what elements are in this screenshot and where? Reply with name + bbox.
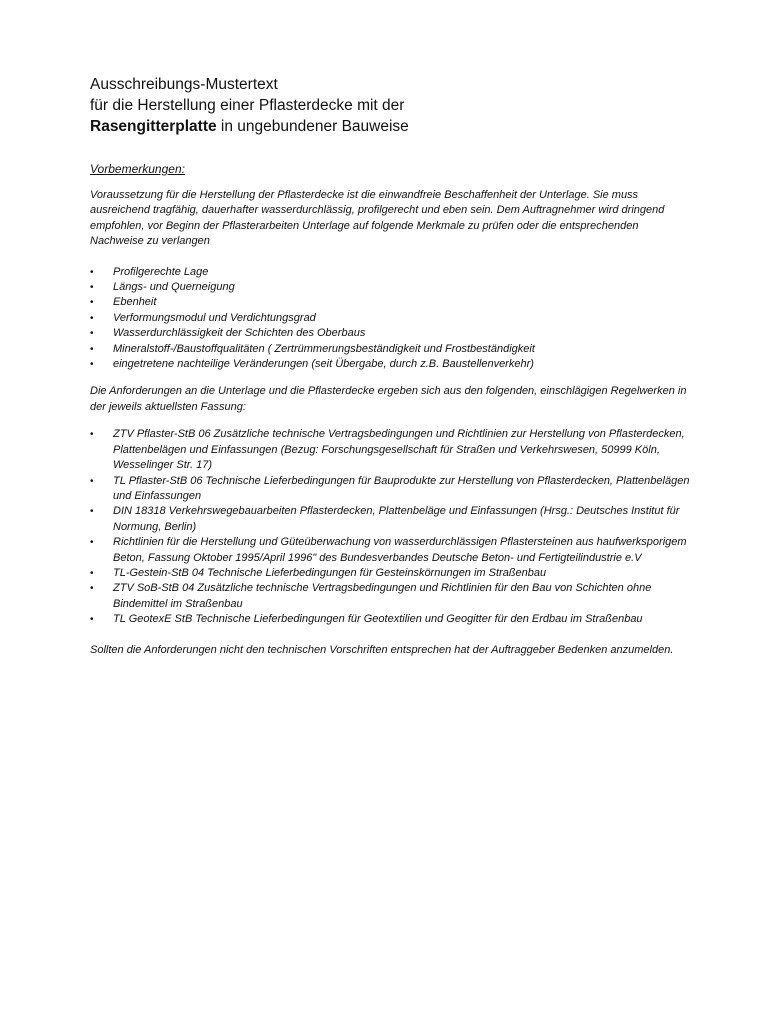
list-item-text: TL Pflaster-StB 06 Technische Lieferbedingungen für Bauprodukte zur Herstellung von Pflasterdecken, Plattenbelägen und Einfassungen xyxy=(113,474,690,502)
bullet-icon: • xyxy=(90,583,94,595)
bullet-icon: • xyxy=(90,614,94,626)
list-item xyxy=(90,474,690,505)
list-item xyxy=(90,566,690,581)
list-item-text: eingetretene nachteilige Veränderungen (seit Übergabe, durch z.B. Baustellenverkehr) xyxy=(113,358,534,371)
section-heading: Vorbemerkungen: xyxy=(90,162,185,176)
bullet-icon: • xyxy=(90,506,94,518)
list-item xyxy=(90,326,690,341)
list-item xyxy=(90,581,690,612)
checklist xyxy=(90,265,690,373)
requirements-intro: Die Anforderungen an die Unterlage und die Pflasterdecke ergeben sich aus den folgenden, einschlägigen Regelwerken in der jeweils aktuellsten Fassung: xyxy=(90,385,687,413)
bullet-icon: • xyxy=(90,312,94,324)
list-item-text: ZTV SoB-StB 04 Zusätzliche technische Vertragsbedingungen und Richtlinien für den Bau von Schichten ohne Bindemittel im Straßenbau xyxy=(113,582,652,610)
bullet-icon: • xyxy=(90,429,94,441)
list-item-text: Richtlinien für die Herstellung und Güteüberwachung von wasserdurchlässigen Pflastersteinen aus haufwerksporigem Beton, Fassung Oktober 1995/April 1996" des Bundesverbandes Deutsche Beton- und Fertigteilindustrie e.V xyxy=(113,536,687,564)
bullet-icon: • xyxy=(90,475,94,487)
title-product-name: Rasengitterplatte xyxy=(90,118,217,135)
bullet-icon: • xyxy=(90,328,94,340)
title-line-2: für die Herstellung einer Pflasterdecke mit der xyxy=(90,97,405,114)
bullet-icon: • xyxy=(90,297,94,309)
title-line-3-rest: in ungebundener Bauweise xyxy=(216,118,409,135)
list-item-text: Profilgerechte Lage xyxy=(113,265,209,278)
list-item-text: TL-Gestein-StB 04 Technische Lieferbedingungen für Gesteinskörnungen im Straßenbau xyxy=(113,566,547,579)
list-item-text: ZTV Pflaster-StB 06 Zusätzliche technische Vertragsbedingungen und Richtlinien zur Herstellung von Pflasterdecken, Plattenbelägen und Einfassungen (Bezug: Forschungsgesellschaft für Straßen und Verkehrswesen, 50999 Köln, Wesselinger Str. 17) xyxy=(113,428,685,472)
bullet-icon: • xyxy=(90,537,94,549)
title-line-1: Ausschreibungs-Mustertext xyxy=(90,76,278,93)
list-item xyxy=(90,311,690,326)
bullet-icon: • xyxy=(90,567,94,579)
list-item xyxy=(90,504,690,535)
bullet-icon: • xyxy=(90,282,94,294)
list-item-text: DIN 18318 Verkehrswegebauarbeiten Pflasterdecken, Plattenbeläge und Einfassungen (Hrsg.: Deutsches Institut für Normung, Berlin) xyxy=(113,505,680,533)
list-item xyxy=(90,280,690,295)
document-title xyxy=(90,74,690,137)
regulations-list xyxy=(90,427,690,627)
list-item xyxy=(90,295,690,310)
list-item xyxy=(90,342,690,357)
list-item-text: TL GeotexE StB Technische Lieferbedingungen für Geotextilien und Geogitter für den Erdbau im Straßenbau xyxy=(113,613,643,626)
list-item-text: Längs- und Querneigung xyxy=(113,281,235,294)
list-item-text: Verformungsmodul und Verdichtungsgrad xyxy=(113,311,316,324)
list-item xyxy=(90,427,690,473)
list-item xyxy=(90,265,690,280)
list-item-text: Ebenheit xyxy=(113,296,157,309)
list-item xyxy=(90,357,690,372)
list-item xyxy=(90,612,690,627)
intro-paragraph: Voraussetzung für die Herstellung der Pflasterdecke ist die einwandfreie Beschaffenheit der Unterlage. Sie muss ausreichend tragfähig, dauerhafter wasserdurchlässig, profilgerecht und eben sein. Dem Auftragnehmer wird dringend empfohlen, vor Beginn der Pflasterarbeiten Unterlage auf folgende Merkmale zu prüfen oder die entsprechenden Nachweise zu verlangen xyxy=(90,189,665,248)
list-item-text: Wasserdurchlässigkeit der Schichten des Oberbaus xyxy=(113,327,366,340)
list-item-text: Mineralstoff-/Baustoffqualitäten ( Zertrümmerungsbeständigkeit und Frostbeständigkeit xyxy=(113,342,535,355)
bullet-icon: • xyxy=(90,359,94,371)
closing-paragraph: Sollten die Anforderungen nicht den technischen Vorschriften entsprechen hat der Auftraggeber Bedenken anzumelden. xyxy=(90,643,674,656)
list-item xyxy=(90,535,690,566)
bullet-icon: • xyxy=(90,266,94,278)
document-page xyxy=(90,74,690,658)
bullet-icon: • xyxy=(90,343,94,355)
